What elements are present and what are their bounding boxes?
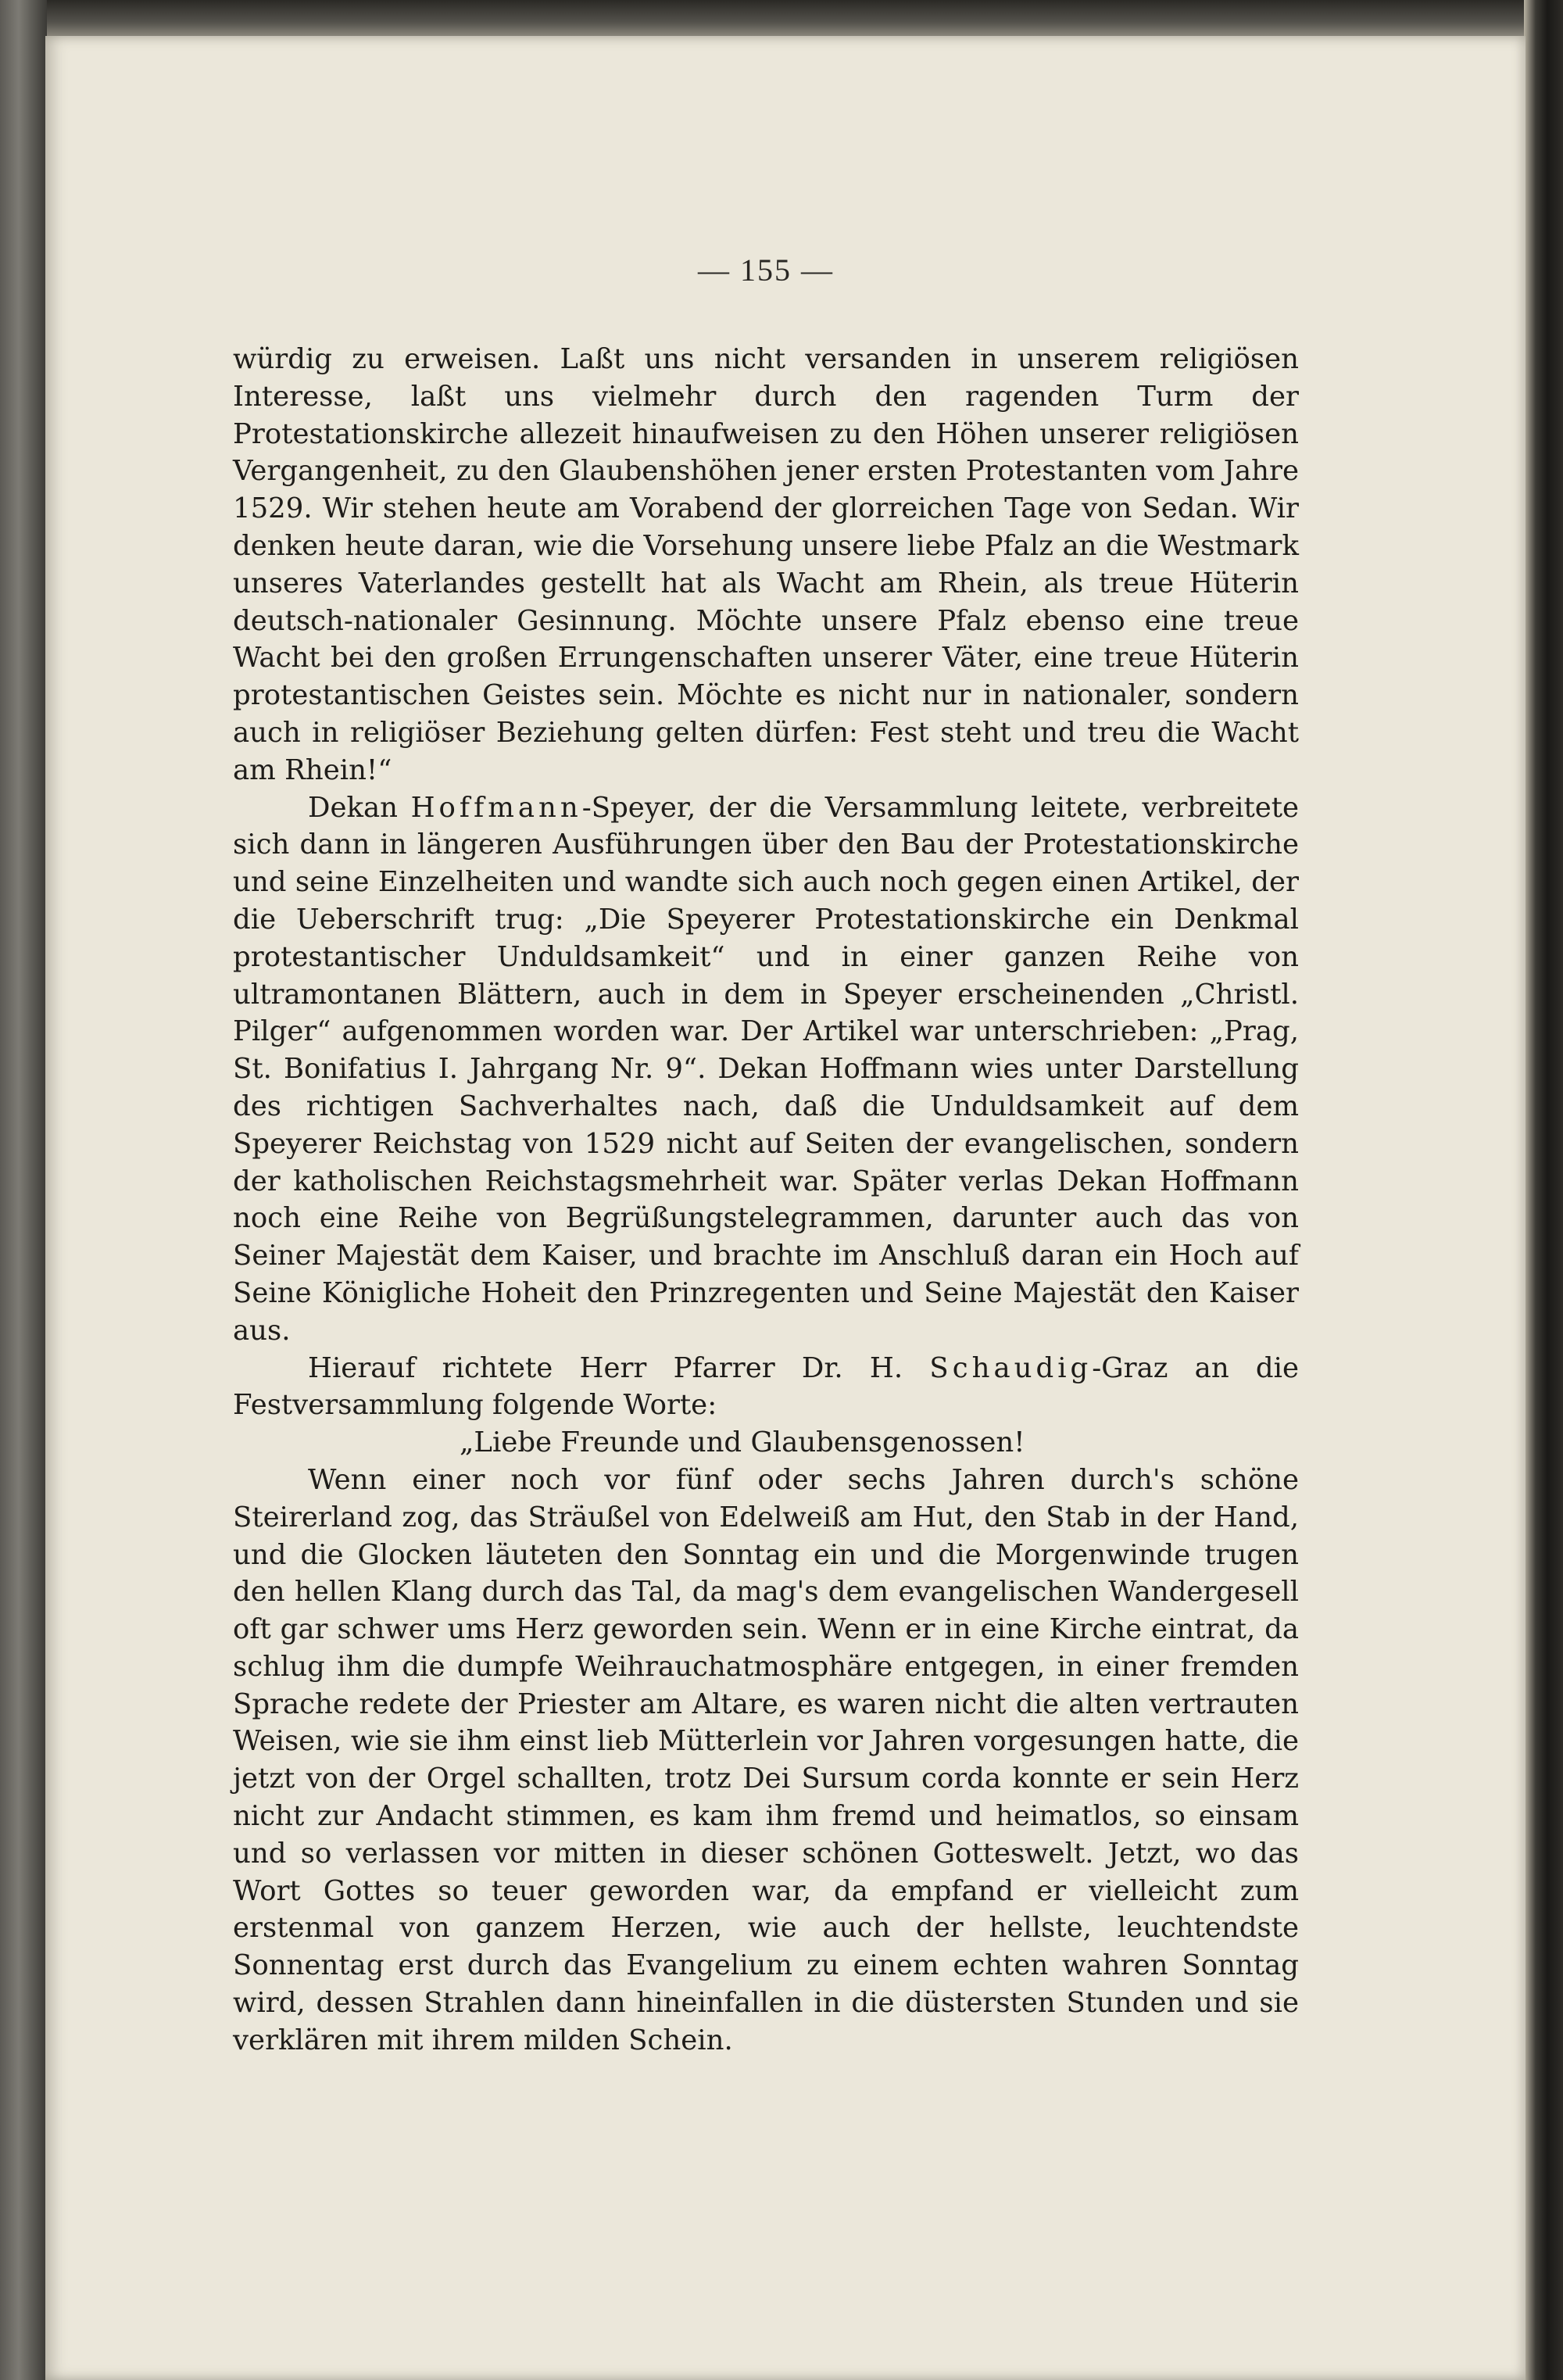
dekan-prefix: Dekan (308, 791, 411, 824)
scan-background-left (0, 0, 47, 2380)
dekan-text: -Speyer, der die Versammlung leitete, verbreitete sich dann in längeren Ausführungen über den Bau der Protestationskirche und seine Einzelheiten und wandte sich auch noch gegen einen Artikel, der die Ueberschrift trug: „Die Speyerer Protestationskirche ein Denkmal protestantischer Unduldsamkeit“ und in einer ganzen Reihe von ultramontanen Blättern, auch in dem in Speyer erscheinenden „Christl. Pilger“ aufgenommen worden war. Der Artikel war unterschrieben: „Prag, St. Bonifatius I. Jahrgang Nr. 9“. Dekan Hoffmann wies unter Darstellung des richtigen Sachverhaltes nach, daß die Unduldsamkeit auf dem Speyerer Reichstag von 1529 nicht auf Seiten der evangelischen, sondern der katholischen Reichstagsmehrheit war. Später verlas Dekan Hoffmann noch eine Reihe von Begrüßungstelegrammen, darunter auch das von Seiner Majestät dem Kaiser, und brachte im Anschluß daran ein Hoch auf Seine Königliche Hoheit den Prinzregenten und Seine Majestät den Kaiser aus. (233, 791, 1299, 1347)
paragraph-steirerland: Wenn einer noch vor fünf oder sechs Jahren durch's schöne Steirerland zog, das Sträußel von Edelweiß am Hut, den Stab in der Hand, und die Glocken läuteten den Sonntag ein und die Morgenwinde trugen den hellen Klang durch das Tal, da mag's dem evangelischen Wandergesell oft gar schwer ums Herz geworden sein. Wenn er in eine Kirche eintrat, da schlug ihm die dumpfe Weihrauchatmosphäre entgegen, in einer fremden Sprache redete der Priester am Altare, es waren nicht die alten vertrauten Weisen, wie sie ihm einst lieb Mütterlein vor Jahren vorgesungen hatte, die jetzt von der Orgel schallten, trotz Dei Sursum corda konnte er sein Herz nicht zur Andacht stimmen, es kam ihm fremd und heimatlos, so einsam und so verlassen vor mitten in dieser schönen Gotteswelt. Jetzt, wo das Wort Gottes so teuer geworden war, da empfand er vielleicht zum erstenmal von ganzem Herzen, wie auch der hellste, leuchtendste Sonnentag erst durch das Evangelium zu einem echten wahren Sonntag wird, dessen Strahlen dann hineinfallen in die düstersten Stunden und sie verklären mit ihrem milden Schein. (233, 1463, 1299, 2056)
paragraph-schaudig-intro (233, 1350, 1299, 1425)
scan-background-right (1524, 0, 1563, 2380)
book-page (45, 36, 1525, 2380)
page-text-block (233, 252, 1299, 2060)
speaker-name-hoffmann: Hoffmann (410, 791, 582, 824)
paragraph-dekan-hoffmann (233, 789, 1299, 1350)
salutation-line: „Liebe Freunde und Glaubensgenossen! (460, 1426, 1025, 1459)
paragraph-speech-ending: würdig zu erweisen. Laßt uns nicht versanden in unserem religiösen Interesse, laßt uns vielmehr durch den ragenden Turm der Protestationskirche allezeit hinaufweisen zu den Höhen unserer religiösen Vergangenheit, zu den Glaubenshöhen jener ersten Protestanten vom Jahre 1529. Wir stehen heute am Vorabend der glorreichen Tage von Sedan. Wir denken heute daran, wie die Vorsehung unsere liebe Pfalz an die Westmark unseres Vaterlandes gestellt hat als Wacht am Rhein, als treue Hüterin deutsch-nationaler Gesinnung. Möchte unsere Pfalz ebenso eine treue Wacht bei den großen Errungenschaften unserer Väter, eine treue Hüterin protestantischen Geistes sein. Möchte es nicht nur in nationaler, sondern auch in religiöser Beziehung gelten dürfen: Fest steht und treu die Wacht am Rhein!“ (233, 343, 1299, 786)
scan-background-top (0, 0, 1563, 38)
speaker-name-schaudig: Schaudig (929, 1351, 1093, 1384)
schaudig-prefix: Hierauf richtete Herr Pfarrer Dr. H. (308, 1351, 930, 1384)
schaudig-text: -Graz an die Festversammlung folgende Worte: (233, 1351, 1299, 1422)
page-number: — 155 — (698, 252, 834, 288)
